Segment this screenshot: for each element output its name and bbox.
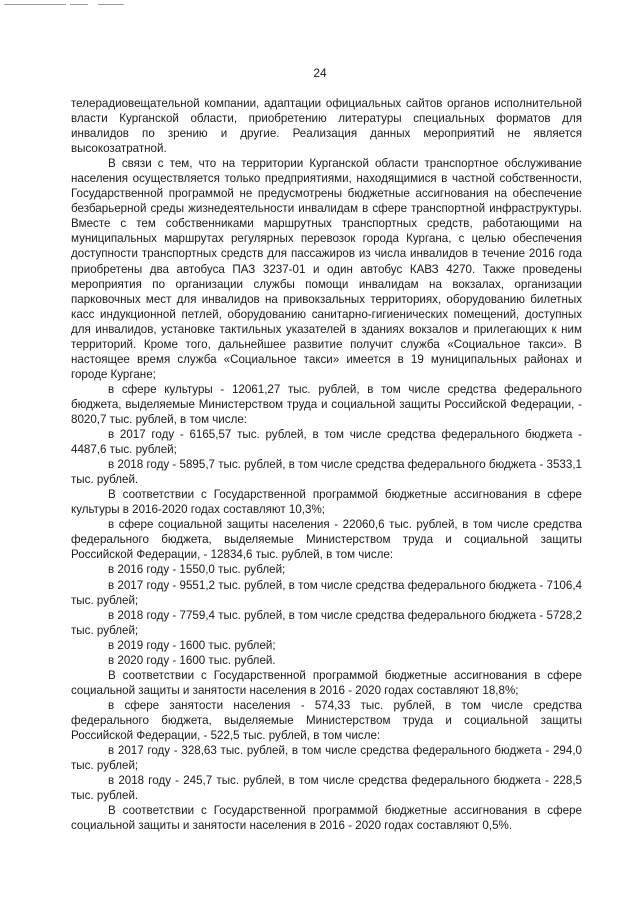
document-body bbox=[71, 96, 582, 833]
paragraph: в 2018 году - 245,7 тыс. рублей, в том числе средства федерального бюджета - 228,5 тыс. рублей. bbox=[71, 774, 582, 803]
paragraph: в 2019 году - 1600 тыс. рублей; bbox=[108, 638, 276, 652]
paragraph: В соответствии с Государственной программой бюджетные ассигнования в сфере социальной защиты и занятости населения в 2016 - 2020 годах составляют 0,5%. bbox=[71, 804, 582, 833]
page-number: 24 bbox=[313, 66, 327, 80]
paragraph: телерадиовещательной компании, адаптации официальных сайтов органов исполнительной власти Курганской области, приобретению литературы специальных форматов для инвалидов по зрению и другие. Реализация данных мероприятий не является высокозатратной. bbox=[71, 97, 582, 156]
paragraph: в 2016 году - 1550,0 тыс. рублей; bbox=[108, 563, 286, 577]
paragraph: в 2017 году - 9551,2 тыс. рублей, в том числе средства федерального бюджета - 7106,4 тыс. рублей; bbox=[71, 578, 582, 607]
paragraph: в 2018 году - 5895,7 тыс. рублей, в том числе средства федерального бюджета - 3533,1 тыс. рублей. bbox=[71, 458, 582, 487]
paragraph: в сфере занятости населения - 574,33 тыс. рублей, в том числе средства федерального бюджета, выделяемые Министерством труда и социальной защиты Российской Федерации, - 522,5 тыс. рублей, в том числе: bbox=[71, 698, 582, 742]
scan-header-marks bbox=[4, 3, 144, 7]
paragraph: В связи с тем, что на территории Курганской области транспортное обслуживание населения осуществляется только предприятиями, находящимися в частной собственности, Государственной программой не предусмотрены бюджетные ассигнования на обеспечение безбарьерной среды жизнедеятельности инвалидам в сфере транспортной инфраструктуры. Вместе с тем собственниками маршрутных транспортных средств, работающими на муниципальных маршрутах регулярных перевозок города Кургана, с целью обеспечения доступности транспортных средств для пассажиров из числа инвалидов в течение 2016 года приобретены два автобуса ПАЗ 3237-01 и один автобус КАВЗ 4270. Также проведены мероприятия по организации службы помощи инвалидам на вокзалах, организации парковочных мест для инвалидов на привокзальных территориях, оборудованию билетных касс индукционной петлей, оборудованию санитарно-гигиенических помещений, доступных для инвалидов, установке тактильных указателей в зданиях вокзалов и прилегающих к ним территорий. Кроме того, дальнейшее развитие получит служба «Социальное такси». В настоящее время служба «Социальное такси» имеется в 19 муниципальных районах и городе Кургане; bbox=[71, 157, 582, 381]
paragraph: в сфере культуры - 12061,27 тыс. рублей, в том числе средства федерального бюджета, выделяемые Министерством труда и социальной защиты Российской Федерации, - 8020,7 тыс. рублей, в том числе: bbox=[71, 382, 582, 426]
paragraph: в 2020 году - 1600 тыс. рублей. bbox=[108, 653, 276, 667]
paragraph: в 2018 году - 7759,4 тыс. рублей, в том числе средства федерального бюджета - 5728,2 тыс. рублей; bbox=[71, 608, 582, 637]
paragraph: в сфере социальной защиты населения - 22060,6 тыс. рублей, в том числе средства федерального бюджета, выделяемые Министерством труда и социальной защиты Российской Федерации, - 12834,6 тыс. рублей, в том числе: bbox=[71, 518, 582, 562]
paragraph: в 2017 году - 328,63 тыс. рублей, в том числе средства федерального бюджета - 294,0 тыс. рублей; bbox=[71, 744, 582, 773]
paragraph: В соответствии с Государственной программой бюджетные ассигнования в сфере социальной защиты и занятости населения в 2016 - 2020 годах составляют 18,8%; bbox=[71, 668, 582, 697]
paragraph: в 2017 году - 6165,57 тыс. рублей, в том числе средства федерального бюджета - 4487,6 тыс. рублей; bbox=[71, 428, 582, 457]
paragraph: В соответствии с Государственной программой бюджетные ассигнования в сфере культуры в 2016-2020 годах составляют 10,3%; bbox=[71, 488, 582, 517]
